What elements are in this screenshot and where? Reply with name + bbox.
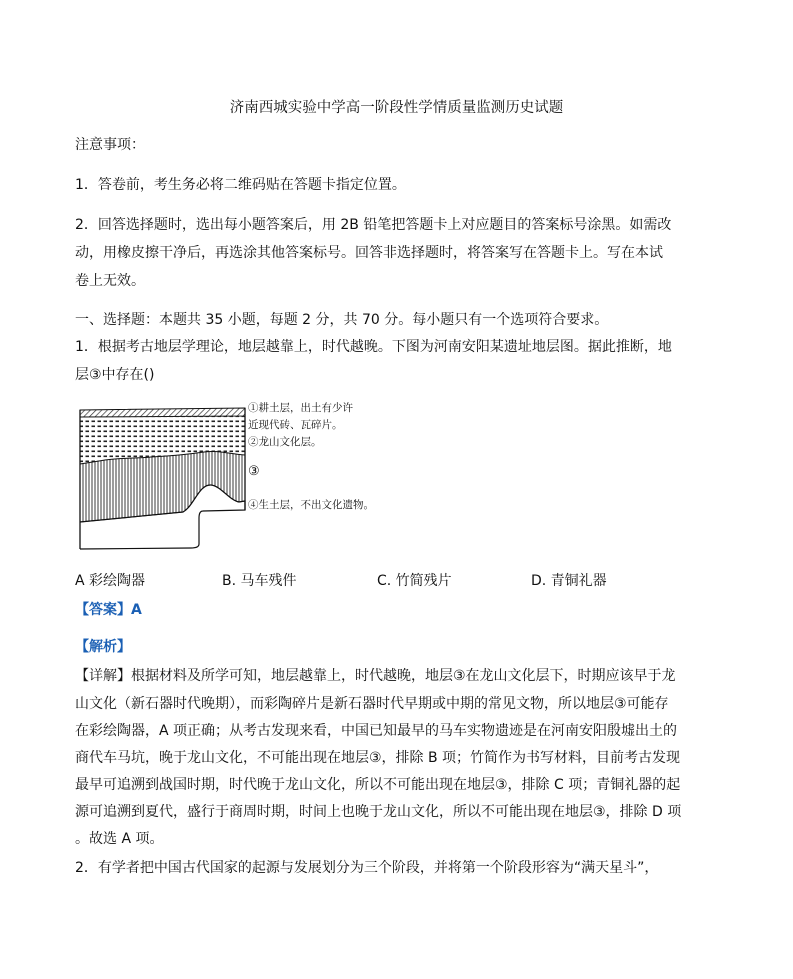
analysis-line-6: 源可追溯到夏代，盛行于商周时期，时间上也晚于龙山文化，所以不可能出现在地层③，排除 D 项 xyxy=(75,804,682,820)
layer-2-label: ②龙山文化层。 xyxy=(248,436,322,448)
layer-3 xyxy=(80,451,245,522)
notice-item-1: 1．答卷前，考生务必将二维码贴在答题卡指定位置。 xyxy=(75,177,406,193)
analysis-line-1: 【详解】根据材料及所学可知，地层越靠上，时代越晚，地层③在龙山文化层下，时期应该早于龙 xyxy=(75,668,676,684)
analysis-line-4: 商代车马坑，晚于龙山文化，不可能出现在地层③，排除 B 项；竹简作为书写材料，目前考古发现 xyxy=(75,750,681,766)
analysis-line-5: 最早可追溯到战国时期，时代晚于龙山文化，所以不可能出现在地层③，排除 C 项；青铜礼器的起 xyxy=(75,777,681,793)
layer-1-topsoil xyxy=(80,408,245,417)
layer-1-label-a: ①耕土层，出土有少许 xyxy=(248,402,353,414)
section-heading: 一、选择题：本题共 35 小题，每题 2 分，共 70 分。每小题只有一个选项符合要求。 xyxy=(75,312,609,328)
question-2-stem: 2．有学者把中国古代国家的起源与发展划分为三个阶段，并将第一个阶段形容为“满天星斗”， xyxy=(75,860,659,876)
analysis-line-7: 。故选 A 项。 xyxy=(75,831,164,847)
option-d: D. 青铜礼器 xyxy=(531,573,607,589)
layer-3-label: ③ xyxy=(248,464,260,479)
option-b: B. 马车残件 xyxy=(222,573,297,589)
notice-item-2-line-3: 卷上无效。 xyxy=(75,273,145,289)
notice-item-2-line-2: 动，用橡皮擦干净后，再选涂其他答案标号。回答非选择题时，将答案写在答题卡上。写在本试 xyxy=(75,245,663,261)
strata-diagram xyxy=(79,404,249,552)
page-title: 济南西城实验中学高一阶段性学情质量监测历史试题 xyxy=(229,100,564,116)
notice-item-2-line-1: 2．回答选择题时，选出每小题答案后，用 2B 铅笔把答题卡上对应题目的答案标号涂黑。如需改 xyxy=(75,217,672,233)
option-a: A 彩绘陶器 xyxy=(75,573,146,589)
question-1-stem-line-1: 1．根据考古地层学理论，地层越靠上，时代越晚。下图为河南安阳某遗址地层图。据此推断，地 xyxy=(75,339,672,355)
option-c: C. 竹简残片 xyxy=(377,573,452,589)
strata-figure xyxy=(79,404,249,556)
notice-heading: 注意事项： xyxy=(75,137,145,153)
analysis-line-2: 山文化（新石器时代晚期），而彩陶碎片是新石器时代早期或中期的常见文物，所以地层③可能存 xyxy=(75,696,669,712)
analysis-line-3: 在彩绘陶器，A 项正确；从考古发现来看，中国已知最早的马车实物遗迹是在河南安阳殷墟出土的 xyxy=(75,723,678,739)
layer-1-label-b: 近现代砖、瓦碎片。 xyxy=(248,419,343,431)
layer-4-label: ④生土层，不出文化遗物。 xyxy=(248,499,374,511)
analysis-tag: 【解析】 xyxy=(75,639,131,655)
answer-line: 【答案】A xyxy=(75,602,142,618)
question-1-stem-line-2: 层③中存在() xyxy=(75,367,155,383)
